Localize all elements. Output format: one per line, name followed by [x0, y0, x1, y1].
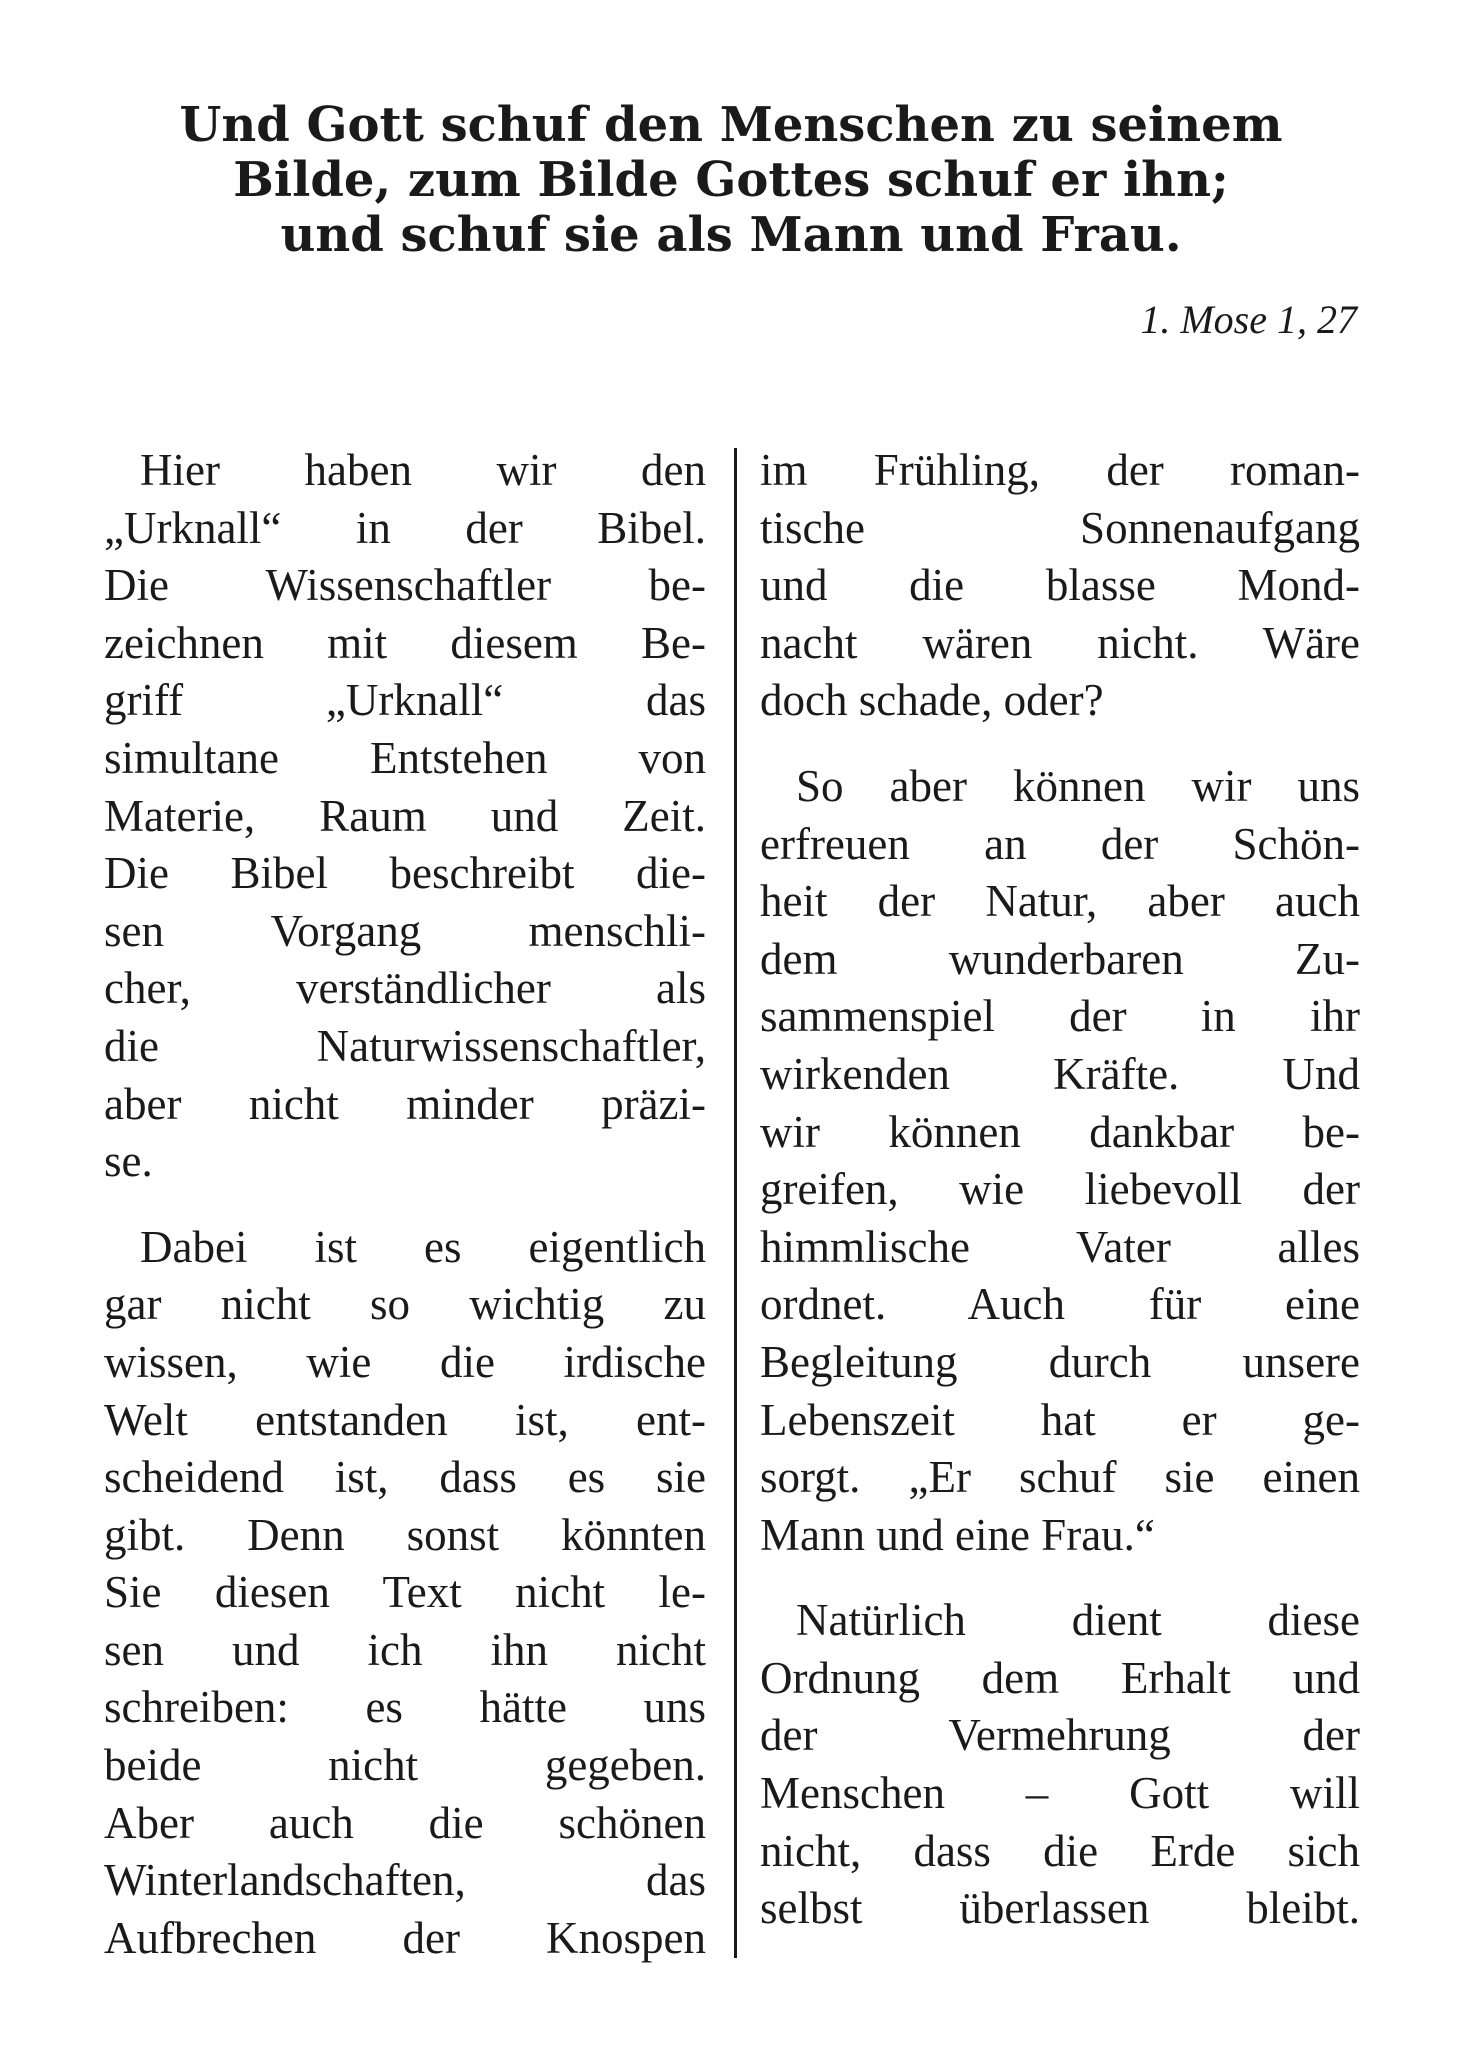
text-line: ordnet. Auch für eine [760, 1279, 1360, 1330]
text-line: und die blasse Mond- [760, 560, 1360, 611]
text-line: gar nicht so wichtig zu [104, 1279, 706, 1330]
paragraph-gap [104, 1191, 706, 1219]
left-column [104, 442, 706, 1967]
column-divider [734, 448, 737, 1958]
text-line: nicht, dass die Erde sich [760, 1825, 1360, 1876]
text-line: sorgt. „Er schuf sie einen [760, 1452, 1360, 1503]
text-line: scheidend ist, dass es sie [104, 1452, 706, 1503]
text-line: Sie diesen Text nicht le- [104, 1567, 706, 1618]
right-column [760, 442, 1360, 1938]
verse-heading [100, 98, 1362, 263]
text-line: selbst überlassen bleibt. [760, 1883, 1360, 1934]
text-line: wirkenden Kräfte. Und [760, 1048, 1360, 1099]
text-line: wir können dankbar be- [760, 1106, 1360, 1157]
text-line: dem wunderbaren Zu- [760, 933, 1360, 984]
text-line: Lebenszeit hat er ge- [760, 1394, 1360, 1445]
text-line: sen und ich ihn nicht [104, 1624, 706, 1675]
verse-line: Bilde, zum Bilde Gottes schuf er ihn; [233, 152, 1229, 208]
text-line: Aber auch die schönen [104, 1797, 706, 1848]
text-line: nacht wären nicht. Wäre [760, 617, 1360, 668]
text-line: himmlische Vater alles [760, 1221, 1360, 1272]
text-line: gibt. Denn sonst könnten [104, 1509, 706, 1560]
text-line: aber nicht minder präzi- [104, 1078, 706, 1129]
text-line: So aber können wir uns [796, 760, 1360, 811]
text-line: Winterlandschaften, das [104, 1855, 706, 1906]
text-line: cher, verständlicher als [104, 963, 706, 1014]
text-line: Begleitung durch unsere [760, 1336, 1360, 1387]
text-line: Materie, Raum und Zeit. [104, 790, 706, 841]
text-line: Dabei ist es eigentlich [140, 1221, 706, 1272]
paragraph [760, 758, 1360, 1564]
text-line: griff „Urknall“ das [104, 675, 706, 726]
text-line: schreiben: es hätte uns [104, 1682, 706, 1733]
paragraph [104, 1219, 706, 1968]
text-line: im Frühling, der roman- [760, 445, 1360, 495]
text-line: greifen, wie liebevoll der [760, 1164, 1360, 1215]
text-line: sammenspiel der in ihr [760, 991, 1360, 1042]
text-line: doch schade, oder? [760, 675, 1104, 726]
text-line: „Urknall“ in der Bibel. [104, 502, 706, 553]
verse-line: Und Gott schuf den Menschen zu seinem [179, 97, 1283, 153]
text-line: sen Vorgang menschli- [104, 905, 706, 956]
paragraph-gap [760, 730, 1360, 758]
text-line: beide nicht gegeben. [104, 1740, 706, 1791]
text-line: erfreuen an der Schön- [760, 818, 1360, 869]
verse-reference: 1. Mose 1, 27 [1140, 297, 1357, 342]
paragraph-gap [760, 1564, 1360, 1592]
text-line: die Naturwissenschaftler, [104, 1020, 706, 1071]
paragraph [760, 442, 1360, 730]
text-line: Aufbrechen der Knospen [104, 1912, 706, 1963]
text-line: wissen, wie die irdische [104, 1336, 706, 1387]
paragraph [104, 442, 706, 1191]
text-line: Die Wissenschaftler be- [104, 560, 706, 611]
text-line: Ordnung dem Erhalt und [760, 1652, 1360, 1703]
text-line: Hier haben wir den [140, 445, 706, 495]
text-line: Mann und eine Frau.“ [760, 1509, 1155, 1560]
text-line: der Vermehrung der [760, 1710, 1360, 1761]
text-line: simultane Entstehen von [104, 732, 706, 783]
text-line: tische Sonnenaufgang [760, 502, 1360, 553]
text-line: zeichnen mit diesem Be- [104, 617, 706, 668]
text-line: Menschen – Gott will [760, 1768, 1360, 1819]
text-line: Natürlich dient diese [796, 1595, 1360, 1646]
paragraph [760, 1592, 1360, 1938]
text-line: heit der Natur, aber auch [760, 876, 1360, 927]
text-line: se. [104, 1136, 153, 1187]
text-line: Welt entstanden ist, ent- [104, 1394, 706, 1445]
text-line: Die Bibel beschreibt die- [104, 848, 706, 899]
verse-line: und schuf sie als Mann und Frau. [280, 207, 1182, 263]
